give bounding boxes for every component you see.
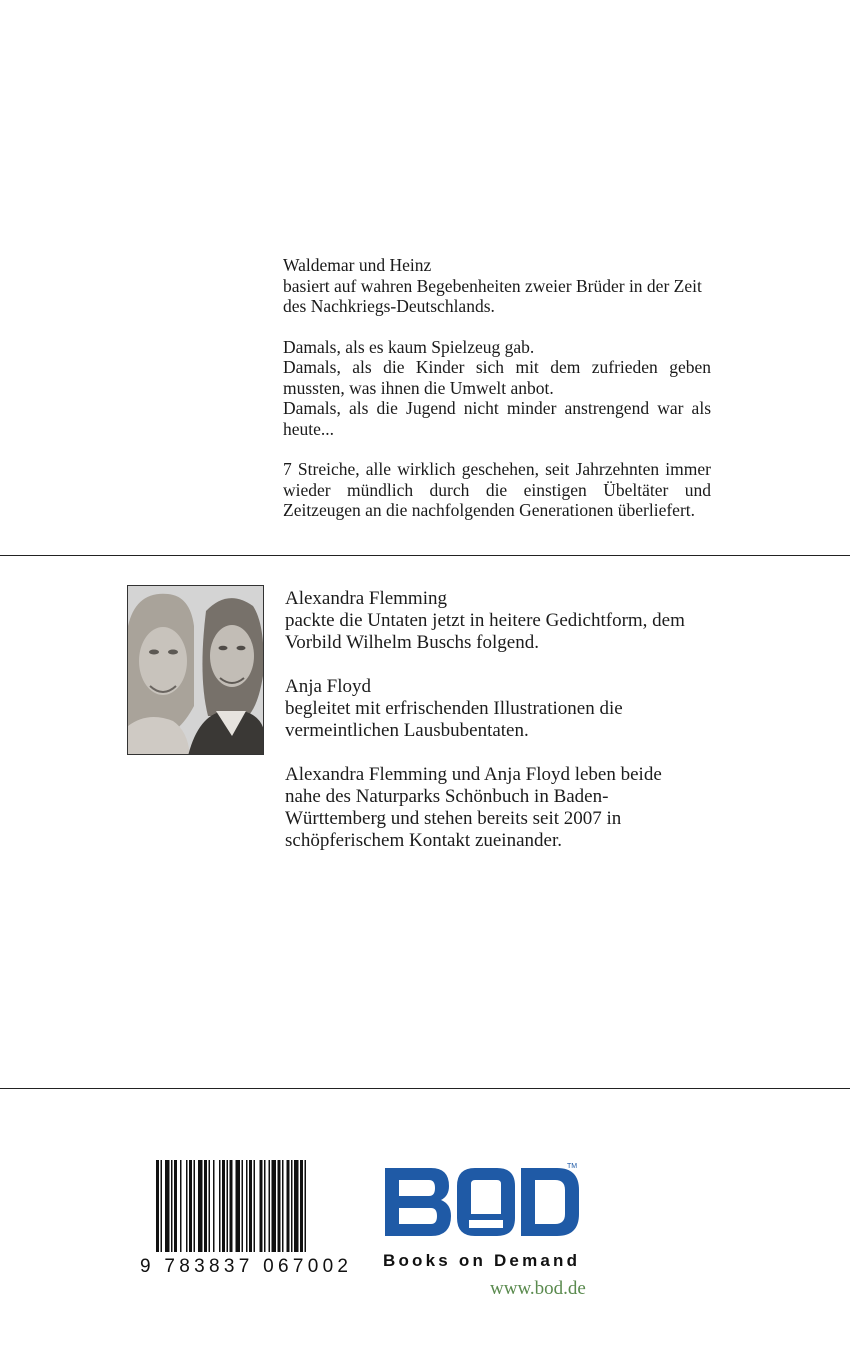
author2-bio bbox=[285, 676, 715, 742]
author1-name: Alexandra Flemming bbox=[285, 588, 447, 609]
author-photo bbox=[127, 585, 264, 755]
barcode-bar bbox=[264, 1160, 266, 1252]
barcode-bar bbox=[161, 1160, 163, 1252]
barcode-bar bbox=[282, 1160, 284, 1252]
barcode-bar bbox=[278, 1160, 281, 1252]
author2-text: begleitet mit erfrischenden Illustrationen die bbox=[285, 698, 623, 719]
barcode-bar bbox=[219, 1160, 221, 1252]
back-cover-blurb bbox=[283, 255, 711, 541]
barcode-bar bbox=[260, 1160, 263, 1252]
divider bbox=[0, 555, 850, 556]
isbn-digits: 9 783837 067002 bbox=[140, 1256, 348, 1275]
barcode-bar bbox=[227, 1160, 229, 1252]
barcode-bar bbox=[156, 1160, 159, 1252]
damals-line: Damals, als die Jugend nicht minder anstrengend war als heute... bbox=[283, 398, 711, 439]
barcode-bar bbox=[294, 1160, 299, 1252]
barcode-bar bbox=[213, 1160, 215, 1252]
trademark-mark: TM bbox=[567, 1163, 578, 1170]
barcode-bar bbox=[194, 1160, 196, 1252]
author-bios bbox=[285, 588, 715, 874]
barcode-bar bbox=[305, 1160, 307, 1252]
book-title: Waldemar und Heinz bbox=[283, 255, 432, 275]
joint-text: schöpferischem Kontakt zueinander. bbox=[285, 830, 562, 851]
author1-text: packte die Untaten jetzt in heitere Gedichtform, dem bbox=[285, 610, 685, 631]
isbn-barcode bbox=[140, 1160, 350, 1275]
authors-joint-bio bbox=[285, 764, 715, 852]
barcode-bar bbox=[230, 1160, 233, 1252]
barcode-bar bbox=[287, 1160, 290, 1252]
blurb-intro-line: basiert auf wahren Begebenheiten zweier Brüder in der Zeit bbox=[283, 275, 702, 296]
barcode-bar bbox=[269, 1160, 271, 1252]
joint-text: nahe des Naturparks Schönbuch in Baden- bbox=[285, 786, 609, 807]
barcode-bar bbox=[272, 1160, 277, 1252]
barcode-bar bbox=[189, 1160, 192, 1252]
blurb-intro-line: des Nachkriegs-Deutschlands. bbox=[283, 296, 495, 316]
barcode-bar bbox=[198, 1160, 203, 1252]
barcode-bar bbox=[186, 1160, 188, 1252]
barcode-bar bbox=[242, 1160, 244, 1252]
barcode-bar bbox=[291, 1160, 293, 1252]
damals-line: Damals, als die Kinder sich mit dem zufrieden geben mussten, was ihnen die Umwelt anbot. bbox=[283, 357, 711, 398]
author1-bio bbox=[285, 588, 715, 654]
barcode-bar bbox=[222, 1160, 225, 1252]
author2-name: Anja Floyd bbox=[285, 676, 372, 697]
joint-text: Württemberg und stehen bereits seit 2007 in bbox=[285, 808, 622, 829]
author2-text: vermeintlichen Lausbubentaten. bbox=[285, 720, 529, 741]
author1-text: Vorbild Wilhelm Buschs folgend. bbox=[285, 632, 539, 653]
barcode-bar bbox=[209, 1160, 211, 1252]
barcode-bar bbox=[171, 1160, 173, 1252]
publisher-website-link[interactable]: www.bod.de bbox=[490, 1278, 586, 1299]
damals-line: Damals, als es kaum Spielzeug gab. bbox=[283, 336, 535, 357]
divider bbox=[0, 1088, 850, 1089]
barcode-bar bbox=[180, 1160, 182, 1252]
barcode-bar bbox=[254, 1160, 256, 1252]
barcode-bar bbox=[174, 1160, 177, 1252]
barcode-bar bbox=[249, 1160, 252, 1252]
barcode-bar bbox=[236, 1160, 241, 1252]
blurb-streiche: 7 Streiche, alle wirklich geschehen, seit Jahrzehnten immer wieder mündlich durch die einstigen Übeltäter und Zeitzeugen an die nachfolgenden Generationen überliefert. bbox=[283, 459, 711, 520]
barcode-bar bbox=[165, 1160, 170, 1252]
barcode-bar bbox=[300, 1160, 303, 1252]
publisher-tagline: Books on Demand bbox=[383, 1251, 577, 1270]
barcode-bar bbox=[204, 1160, 207, 1252]
barcode-bar bbox=[246, 1160, 248, 1252]
joint-text: Alexandra Flemming und Anja Floyd leben beide bbox=[285, 764, 662, 785]
blurb-intro bbox=[283, 255, 711, 317]
blurb-damals bbox=[283, 337, 711, 440]
bod-logo bbox=[383, 1160, 583, 1272]
